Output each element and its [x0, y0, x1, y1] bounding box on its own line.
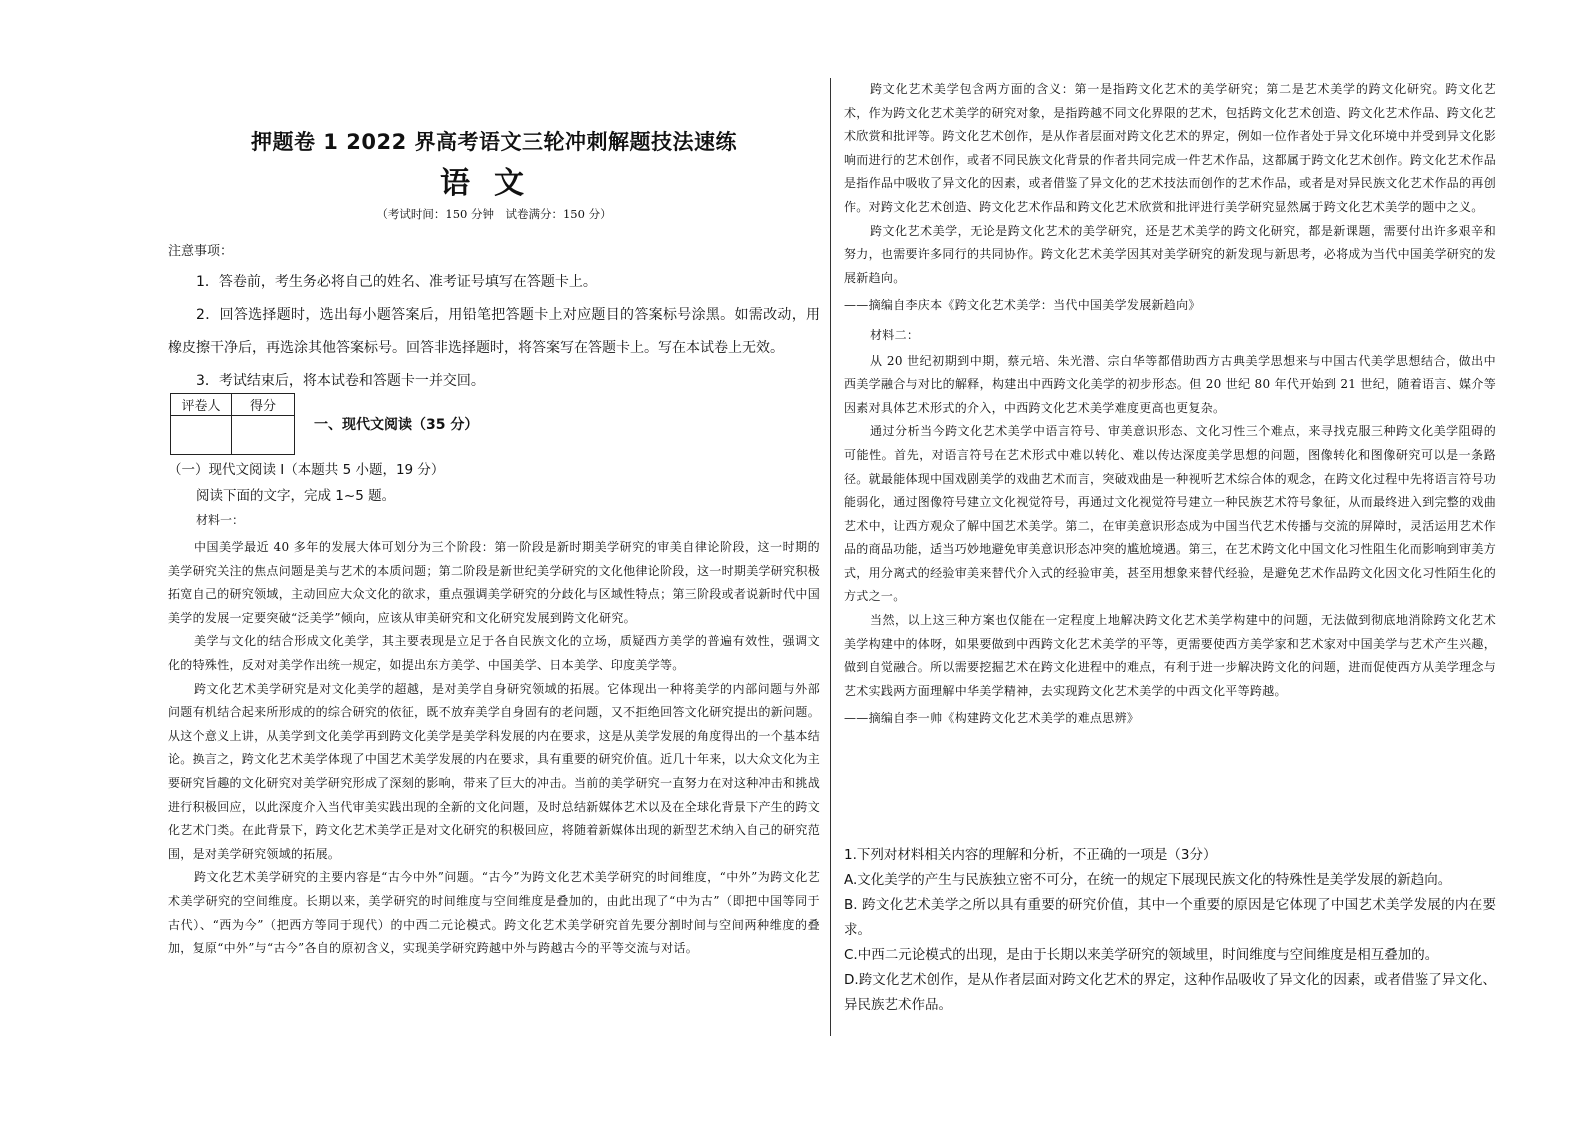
column-divider [830, 78, 831, 1036]
option-b: B. 跨文化艺术美学之所以具有重要的研究价值，其中一个重要的原因是它体现了中国艺术美学发展的内在要求。 [844, 897, 1496, 938]
material1-label: 材料一： [196, 513, 245, 527]
grader-label: 评卷人 [171, 394, 232, 416]
subject-title: 语文 [440, 166, 548, 201]
score-label: 得分 [232, 394, 295, 416]
paragraph: 跨文化艺术美学研究是对文化美学的超越，是对美学自身研究领域的拓展。它体现出一种将美学的内部问题与外部问题有机结合起来所形成的的综合研究的依征，既不放弃美学自身固有的老问题，又不拒绝回答文化研究提出的新问题。从这个意义上讲，从美学到文化美学再到跨文化美学是美学科发展的内在要求，这是从美学发展的角度得出的一个基本结论。换言之，跨文化艺术美学体现了中国艺术美学发展的内在要求，具有重要的研究价值。近几十年来，以大众文化为主要研究旨趣的文化研究对美学研究形成了深刻的影响，带来了巨大的冲击。当前的美学研究一直努力在对这种冲击和挑战进行积极回应，以此深度介入当代审美实践出现的全新的文化问题，及时总结新媒体艺术以及在全球化背景下产生的跨文化艺术门类。在此背景下，跨文化艺术美学正是对文化研究的积极回应，将随着新媒体出现的新型艺术纳入自己的研究范围，是对美学研究领域的拓展。 [168, 681, 820, 861]
paragraph: 美学与文化的结合形成文化美学，其主要表现是立足于各自民族文化的立场，质疑西方美学的普遍有效性，强调文化的特殊性，反对对美学作出统一规定，如提出东方美学、中国美学、日本美学、印度美学等。 [168, 634, 820, 672]
grader-cell [171, 416, 232, 455]
section-title: 一、现代文阅读（35 分） [314, 417, 479, 433]
paragraph: 从 20 世纪初期到中期，蔡元培、朱光潜、宗白华等都借助西方古典美学思想来与中国古代美学思想结合，做出中西美学融合与对比的解释，构建出中西跨文化美学的初步形态。但 20 世纪 80 年代开始到 21 世纪，随着语言、媒介等因素对具体艺术形式的介入，中西跨文化艺术美学难度更高也更复杂。 [844, 353, 1496, 415]
material1-body [168, 536, 820, 961]
score-table [170, 393, 295, 455]
option-a: A.文化美学的产生与民族独立密不可分，在统一的规定下展现民族文化的特殊性是美学发展的新趋向。 [844, 872, 1452, 888]
option-c: C.中西二元论模式的出现，是由于长期以来美学研究的领域里，时间维度与空间维度是相互叠加的。 [844, 947, 1439, 963]
material2-label: 材料二： [870, 327, 920, 342]
material1-source: ——摘编自李庆本《跨文化艺术美学：当代中国美学发展新趋向》 [844, 298, 1201, 313]
notice-item: 3．考试结束后，将本试卷和答题卡一并交回。 [196, 373, 485, 389]
option-d: D.跨文化艺术创作，是从作者层面对跨文化艺术的界定，这种作品吸收了异文化的因素，或者借鉴了异文化、异民族艺术作品。 [844, 972, 1496, 1013]
exam-info: （考试时间：150 分钟 试卷满分：150 分） [376, 207, 612, 221]
score-cell [232, 416, 295, 455]
reading-instruction: 阅读下面的文字，完成 1~5 题。 [196, 488, 396, 504]
notice-item: 2．回答选择题时，选出每小题答案后，用铅笔把答题卡上对应题目的答案标号涂黑。如需改动，用橡皮擦干净后，再选涂其他答案标号。回答非选择题时，将答案写在答题卡上。写在本试卷上无效。 [168, 307, 820, 356]
question-stem: 1.下列对材料相关内容的理解和分析，不正确的一项是（3分） [844, 847, 1217, 863]
sub-section-title: （一）现代文阅读 I（本题共 5 小题，19 分） [168, 462, 445, 478]
paragraph: 中国美学最近 40 多年的发展大体可划分为三个阶段：第一阶段是新时期美学研究的审美自律论阶段，这一时期的美学研究关注的焦点问题是美与艺术的本质问题；第二阶段是新世纪美学研究的文化他律论阶段，这一时期美学研究积极拓宽自己的研究领域，主动回应大众文化的欲求，重点强调美学研究的分歧化与区域性特点；第三阶段或者说新时代中国美学的发展一定要突破“泛美学”倾向，应该从审美研究和文化研究发展到跨文化研究。 [168, 540, 820, 625]
paragraph: 跨文化艺术美学，无论是跨文化艺术的美学研究，还是艺术美学的跨文化研究，都是新课题，需要付出许多艰辛和努力，也需要许多同行的共同协作。跨文化艺术美学因其对美学研究的新发现与新思考，必将成为当代中国美学研究的发展新趋向。 [844, 223, 1496, 285]
exam-title: 押题卷 1 2022 界高考语文三轮冲刺解题技法速练 [251, 130, 737, 154]
paragraph: 通过分析当今跨文化艺术美学中语言符号、审美意识形态、文化习性三个难点，来寻找克服三种跨文化美学阻碍的可能性。首先，对语言符号在艺术形式中难以转化、难以传达深度美学思想的问题，图像转化和图像研究可以是一条路径。就最能体现中国戏剧美学的戏曲艺术而言，突破戏曲是一种视听艺术综合体的观念，在跨文化过程中先将语言符号功能弱化，通过图像符号建立文化视觉符号，再通过文化视觉符号建立一种民族艺术符号象征，从而最终进入到完整的戏曲艺术中，让西方观众了解中国艺术美学。第二，在审美意识形态成为中国当代艺术传播与交流的屏障时，灵活运用艺术作品的商品功能，适当巧妙地避免审美意识形态冲突的尴尬境遇。第三，在艺术跨文化中国文化习性阻生化而影响到审美方式，用分离式的经验审美来替代介入式的经验审美，甚至用想象来替代经验，是避免艺术作品跨文化因文化习性陌生化的方式之一。 [844, 424, 1496, 604]
notice-heading: 注意事项： [168, 244, 234, 259]
material-continued [844, 78, 1496, 737]
material2-source: ——摘编自李一帅《构建跨文化艺术美学的难点思辨》 [844, 711, 1140, 726]
notice-list [168, 266, 820, 398]
paragraph: 跨文化艺术美学包含两方面的含义：第一是指跨文化艺术的美学研究；第二是艺术美学的跨文化研究。跨文化艺术，作为跨文化艺术美学的研究对象，是指跨越不同文化界限的艺术，包括跨文化艺术创造、跨文化艺术作品、跨文化艺术欣赏和批评等。跨文化艺术创作，是从作者层面对跨文化艺术的界定，例如一位作者处于异文化环境中并受到异文化影响而进行的艺术创作，或者不同民族文化背景的作者共同完成一件艺术作品，这都属于跨文化艺术创作。跨文化艺术作品是指作品中吸收了异文化的因素，或者借鉴了异文化的艺术技法而创作的艺术作品，或者是对异民族文化艺术作品的再创作。对跨文化艺术创造、跨文化艺术作品和跨文化艺术欣赏和批评进行美学研究显然属于跨文化艺术美学的题中之义。 [844, 82, 1496, 214]
paragraph: 当然，以上这三种方案也仅能在一定程度上地解决跨文化艺术美学构建中的问题，无法做到彻底地消除跨文化艺术美学构建中的体呀，如果要做到中西跨文化艺术美学的平等，更需要使西方美学家和艺术家对中国美学与艺术产生兴趣，做到自觉融合。所以需要挖掘艺术在跨文化进程中的难点，有利于进一步解决跨文化的问题，进而促使西方从美学理念与艺术实践两方面理解中华美学精神，去实现跨文化艺术美学的中西文化平等跨越。 [844, 613, 1496, 698]
notice-item: 1．答卷前，考生务必将自己的姓名、准考证号填写在答题卡上。 [196, 274, 597, 290]
paragraph: 跨文化艺术美学研究的主要内容是“古今中外”问题。“古今”为跨文化艺术美学研究的时间维度，“中外”为跨文化艺术美学研究的空间维度。长期以来，美学研究的时间维度与空间维度是叠加的，由此出现了“中为古”（即把中国等同于古代）、“西为今”（把西方等同于现代）的中西二元论模式。跨文化艺术美学研究首先要分割时间与空间两种维度的叠加，复原“中外”与“古今”各自的原初含义，实现美学研究跨越中外与跨越古今的平等交流与对话。 [168, 870, 820, 956]
question-1 [844, 843, 1496, 1018]
